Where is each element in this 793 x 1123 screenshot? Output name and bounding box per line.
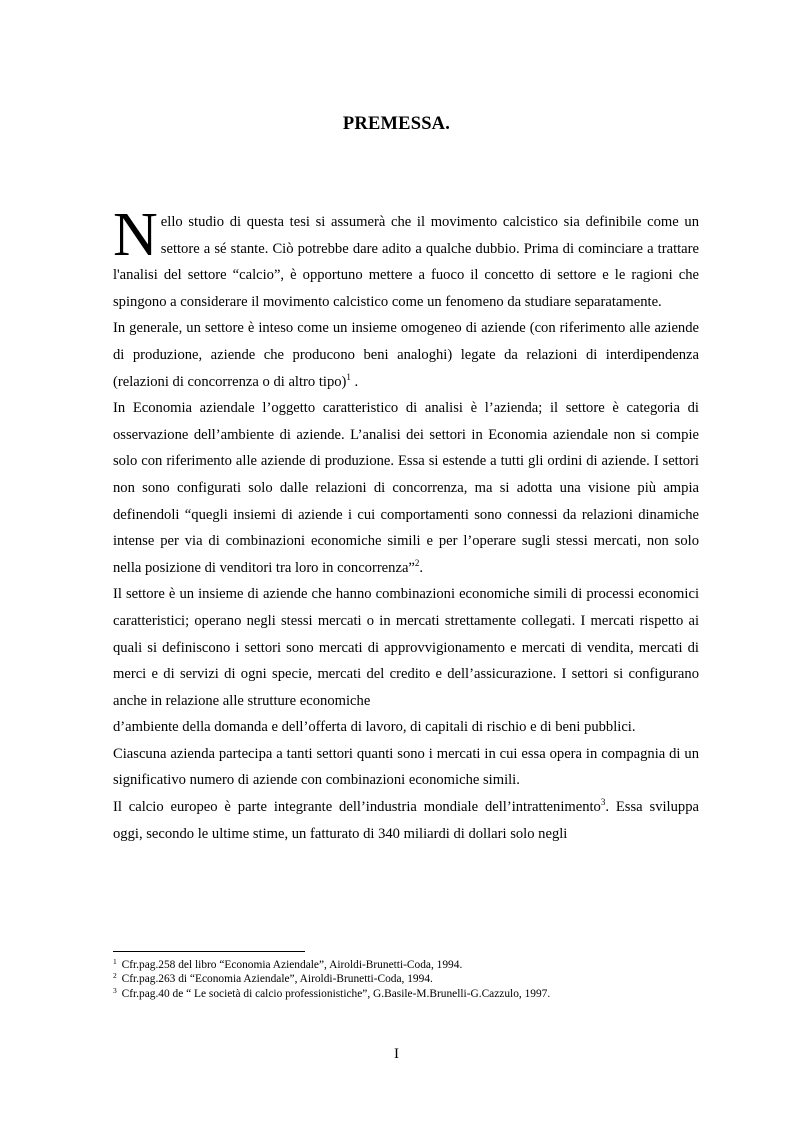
paragraph-4-text: Il settore è un insieme di aziende che hanno combinazioni economiche simili di processi economici caratteristici; operano negli stessi mercati o in mercati strettamente collegati. I mercati rispetto ai quali si definiscono i settori sono mercati di approvvigionamento e mercati di vendita, mercati di merci e di servizi di ogni specie, mercati del credito e dell’assicurazione. I settori si configurano anche in relazione alle strutture economiche: [113, 586, 699, 709]
footnotes: [113, 958, 699, 1001]
paragraph-1: [113, 201, 699, 315]
paragraph-3-text: In Economia aziendale l’oggetto caratteristico di analisi è l’azienda; il settore è categoria di osservazione dell’ambiente di aziende. L’analisi dei settori in Economia aziendale non si compie solo con riferimento alle aziende di produzione. Essa si estende a tutti gli ordini di aziende. I settori non sono configurati solo dalle relazioni di concorrenza, ma si adotta una visione più ampia definendoli “quegli insiemi di aziende i cui comportamenti sono connessi da relazioni dinamiche intense per via di combinazioni economiche simili e per l’operare sugli stessi mercati, non solo nella posizione di venditori tra loro in concorrenza”: [113, 400, 699, 576]
paragraph-4-cont-text: d’ambiente della domanda e dell’offerta di lavoro, di capitali di rischio e di beni pubblici.: [113, 719, 636, 736]
footnote-number: 2: [113, 971, 117, 981]
paragraph-4-continued: [113, 714, 699, 741]
paragraph-5: [113, 741, 699, 794]
paragraph-2-end: .: [350, 373, 359, 390]
footnote-ref-3: 3: [600, 797, 606, 808]
paragraph-3-end: .: [419, 559, 424, 576]
paragraph-6: [113, 794, 699, 847]
footnote-number: 3: [113, 985, 117, 995]
page-title: PREMESSA.: [342, 114, 451, 134]
footnote-2: [113, 972, 699, 986]
paragraph-5-text: Ciascuna azienda partecipa a tanti settori quanti sono i mercati in cui essa opera in compagnia di un significativo numero di aziende con combinazioni economiche simili.: [113, 745, 699, 789]
paragraph-2: [113, 315, 699, 395]
paragraph-6-end: . Essa sviluppa oggi, secondo le ultime stime, un fatturato di 340 miliardi di dollari solo negli: [113, 799, 699, 842]
paragraph-2-text: In generale, un settore è inteso come un insieme omogeneo di aziende (con riferimento alle aziende di produzione, aziende che producono beni analoghi) legate da relazioni di interdipendenza (relazioni di concorrenza o di altro tipo): [113, 320, 699, 390]
footnote-text: Cfr.pag.40 de “ Le società di calcio professionistiche”, G.Basile-M.Brunelli-G.Cazzulo, 1997.: [118, 987, 551, 1000]
page-number: I: [394, 1046, 399, 1062]
footnote-3: [113, 987, 699, 1001]
footnote-text: Cfr.pag.258 del libro “Economia Aziendale”, Airoldi-Brunetti-Coda, 1994.: [118, 959, 463, 971]
paragraph-6-text: Il calcio europeo è parte integrante dell’industria mondiale dell’intrattenimento: [113, 799, 601, 816]
paragraph-4: [113, 581, 699, 714]
paragraph-1-text: ello studio di questa tesi si assumerà che il movimento calcistico sia definibile come un settore a sé stante. Ciò potrebbe dare adito a qualche dubbio. Prima di cominciare a trattare l'analisi del settore “calcio”, è opportuno mettere a fuoco il concetto di settore e le ragioni che spingono a considerare il movimento calcistico come un fenomeno da studiare separatamente.: [113, 214, 699, 310]
footnote-ref-2: 2: [414, 557, 420, 568]
body-text: [113, 201, 699, 847]
footnote-number: 1: [113, 957, 117, 966]
footnote-text: Cfr.pag.263 di “Economia Aziendale”, Airoldi-Brunetti-Coda, 1994.: [118, 973, 433, 986]
drop-cap: N: [113, 201, 158, 269]
paragraph-3: [113, 395, 699, 581]
footnote-separator: [113, 951, 305, 952]
footnote-ref-1: 1: [346, 371, 351, 382]
footnote-1: [113, 958, 699, 972]
